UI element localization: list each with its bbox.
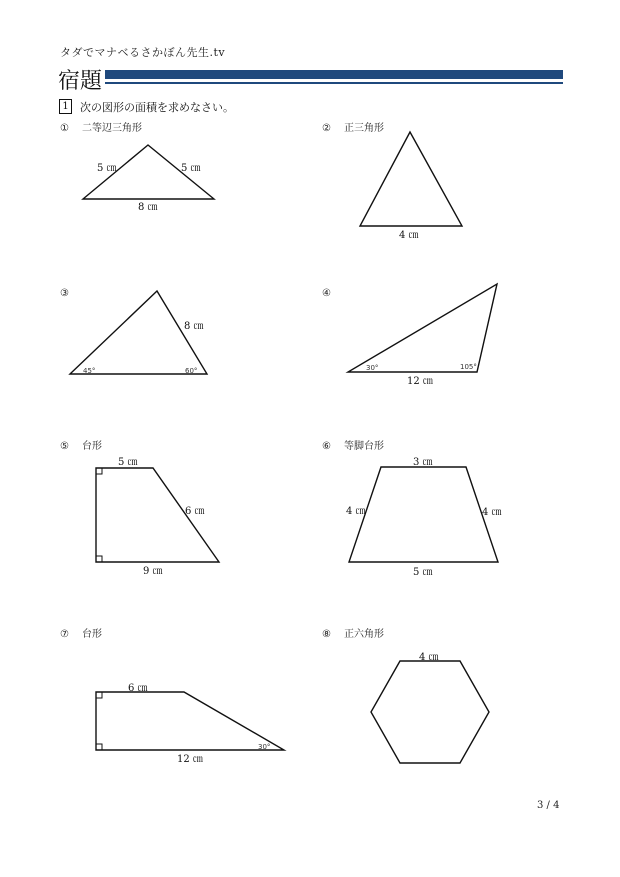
problem-number: ⑦ (60, 629, 69, 640)
problem-name: 台形 (82, 441, 102, 452)
triangle-45-60-figure (70, 291, 207, 374)
base-label: 4 ㎝ (399, 230, 419, 241)
isosceles-trapezoid-figure (349, 467, 498, 562)
base-label: 12 ㎝ (177, 754, 203, 765)
side-label: 5 ㎝ (181, 163, 201, 174)
top-label: 5 ㎝ (118, 457, 138, 468)
base-label: 5 ㎝ (413, 567, 433, 578)
page-number: 3 / 4 (537, 800, 560, 811)
problem-name: 台形 (82, 629, 102, 640)
right-angle-mark (96, 468, 102, 474)
side-label: 8 ㎝ (184, 321, 204, 332)
angle-label: 105° (460, 363, 477, 371)
angle-label: 30° (366, 364, 379, 372)
problem-number: ② (322, 123, 331, 134)
question-number: 1 (59, 99, 72, 114)
angle-label: 45° (83, 367, 96, 375)
problem-number: ① (60, 123, 69, 134)
problem-number: ⑧ (322, 629, 331, 640)
equilateral-triangle-figure (360, 132, 462, 226)
angle-label: 30° (258, 743, 271, 751)
question-instruction: 次の図形の面積を求めなさい。 (80, 101, 234, 114)
site-name: タダでマナベるさかぼん先生.tv (60, 46, 226, 59)
problem-number: ⑤ (60, 441, 69, 452)
right-angle-mark (96, 556, 102, 562)
base-label: 12 ㎝ (407, 376, 433, 387)
right-angle-mark (96, 744, 102, 750)
triangle-30-105-figure (348, 284, 497, 372)
problem-number: ⑥ (322, 441, 331, 452)
problem-number: ③ (60, 288, 69, 299)
right-trapezoid-30-figure (96, 692, 284, 750)
problem-name: 二等辺三角形 (82, 123, 142, 134)
side-label: 5 ㎝ (97, 163, 117, 174)
base-label: 8 ㎝ (138, 202, 158, 213)
top-label: 6 ㎝ (128, 683, 148, 694)
angle-label: 60° (185, 367, 198, 375)
problem-number: ④ (322, 288, 331, 299)
problem-name: 正三角形 (344, 123, 384, 134)
side-label: 4 ㎝ (346, 506, 366, 517)
problem-name: 正六角形 (344, 629, 384, 640)
base-label: 9 ㎝ (143, 566, 163, 577)
right-angle-mark (96, 692, 102, 698)
side-label: 4 ㎝ (482, 507, 502, 518)
side-label: 4 ㎝ (419, 652, 439, 663)
regular-hexagon-figure (371, 661, 489, 763)
top-label: 3 ㎝ (413, 457, 433, 468)
problem-name: 等脚台形 (344, 441, 384, 452)
slant-label: 6 ㎝ (185, 506, 205, 517)
page-title: 宿題 (58, 69, 103, 94)
